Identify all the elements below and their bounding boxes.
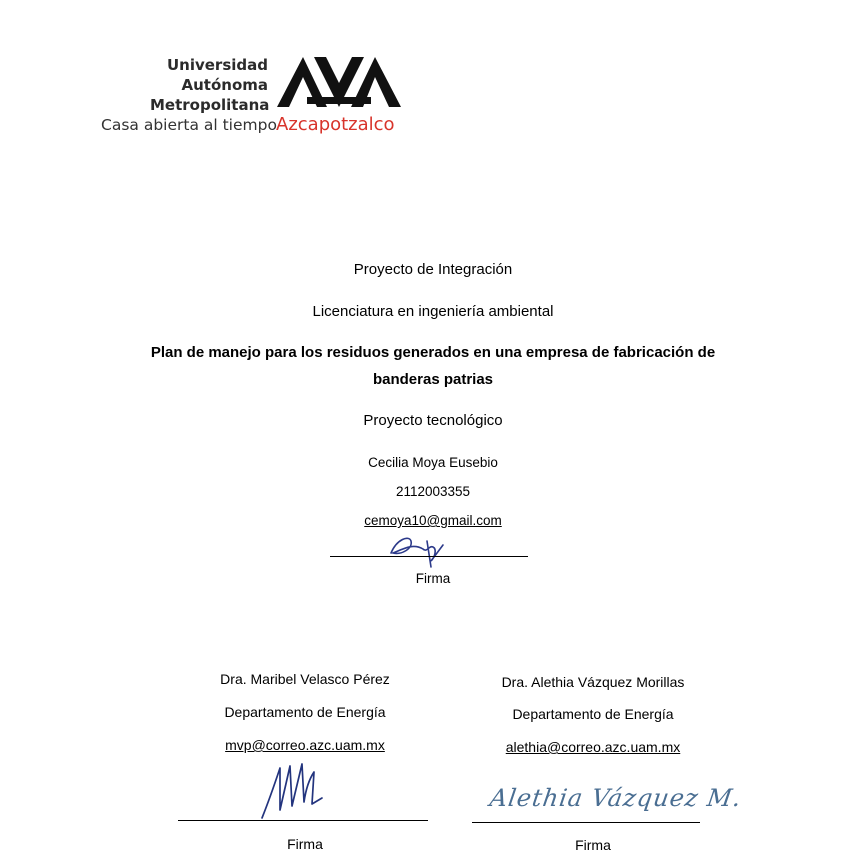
- advisor-1-signature-line: [178, 820, 428, 821]
- student-signature: [383, 527, 453, 569]
- advisor-1-signature-label: Firma: [287, 836, 323, 852]
- advisor-1-email: mvp@correo.azc.uam.mx: [225, 737, 385, 753]
- uam-logo-icon: [277, 57, 401, 107]
- university-line-1: Universidad: [166, 56, 268, 74]
- project-title-line-2: banderas patrias: [372, 371, 494, 388]
- advisor-1-department: Departamento de Energía: [224, 704, 386, 720]
- project-category: Proyecto tecnológico: [363, 412, 503, 429]
- student-id: 2112003355: [395, 484, 471, 499]
- document-type: Proyecto de Integración: [353, 261, 513, 278]
- advisor-2-signature-line: [472, 822, 700, 823]
- student-name: Cecilia Moya Eusebio: [368, 455, 498, 470]
- project-title-line-1: Plan de manejo para los residuos generados en una empresa de fabricación de: [150, 344, 716, 361]
- advisor-1-name: Dra. Maribel Velasco Pérez: [220, 671, 390, 687]
- student-signature-label: Firma: [415, 571, 451, 586]
- university-line-2: Autónoma: [181, 76, 268, 94]
- advisor-2-signature-label: Firma: [575, 837, 611, 853]
- advisor-2-signature: Alethia Vázquez M.: [488, 784, 744, 812]
- campus-name: Azcapotzalco: [276, 114, 395, 135]
- advisor-2-department: Departamento de Energía: [512, 706, 674, 722]
- student-signature-line: [330, 556, 528, 557]
- university-name: [150, 55, 268, 115]
- university-tagline: Casa abierta al tiempo: [101, 116, 277, 134]
- university-line-3: Metropolitana: [150, 96, 270, 114]
- advisor-2-name: Dra. Alethia Vázquez Morillas: [501, 674, 685, 690]
- degree-program: Licenciatura en ingeniería ambiental: [312, 303, 554, 320]
- student-email: cemoya10@gmail.com: [364, 513, 502, 528]
- advisor-1-signature: [256, 758, 336, 828]
- advisor-2-email: alethia@correo.azc.uam.mx: [505, 739, 681, 755]
